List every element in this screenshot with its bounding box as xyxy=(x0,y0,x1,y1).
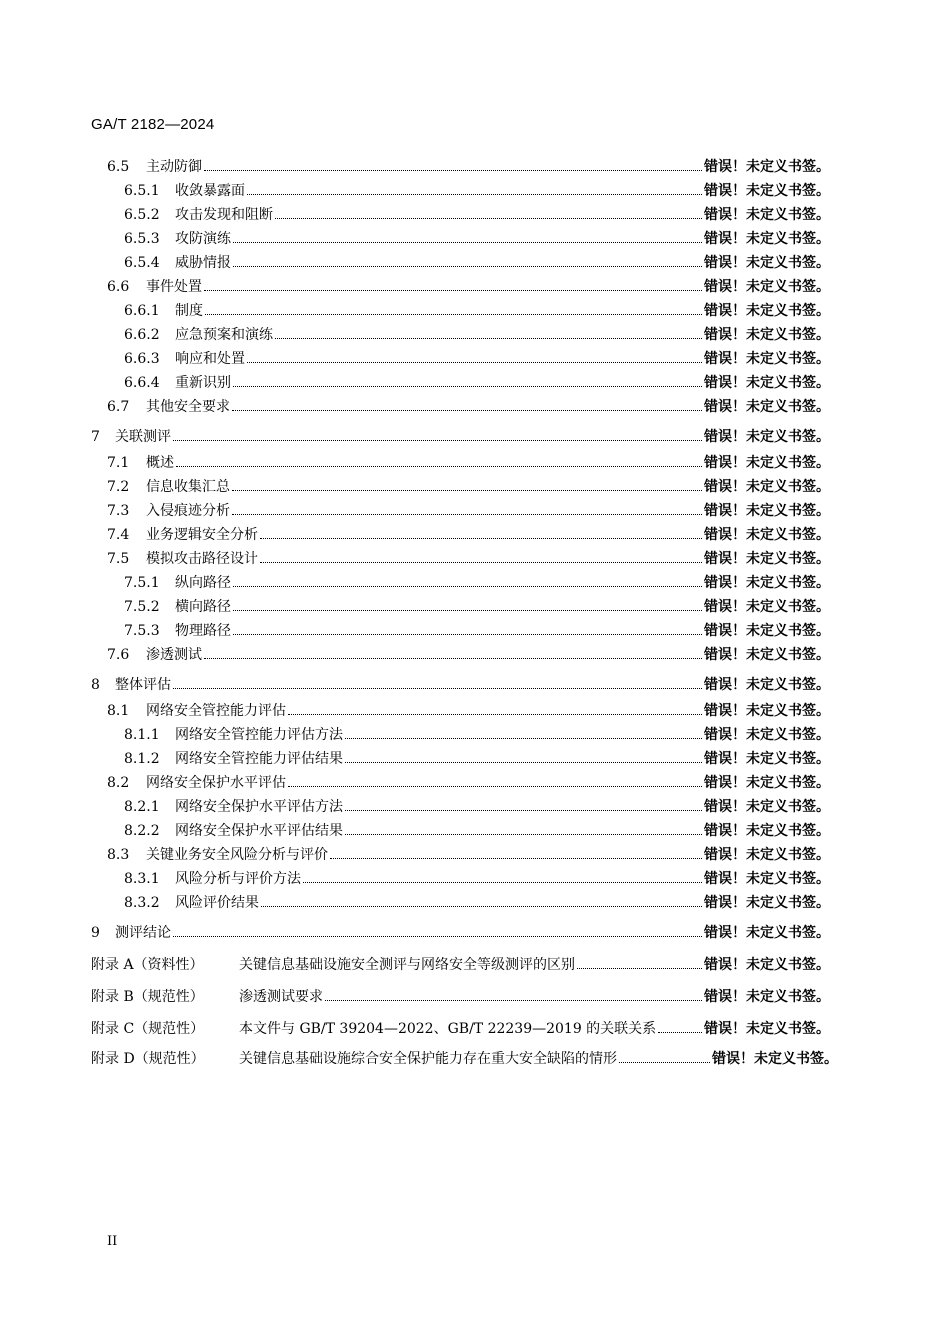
toc-entry[interactable] xyxy=(124,821,830,841)
page-ref-error: 错误！未定义书签。 xyxy=(704,847,830,863)
page-ref-error: 错误！未定义书签。 xyxy=(704,183,830,199)
dot-leader xyxy=(288,773,702,787)
toc-entry-title: 网络安全管控能力评估 xyxy=(146,703,286,719)
dot-leader xyxy=(173,923,702,937)
toc-entry-number: 7.2 xyxy=(107,479,130,495)
page-ref-error: 错误！未定义书签。 xyxy=(704,159,830,175)
toc-entry-title: 收敛暴露面 xyxy=(175,183,245,199)
toc-entry[interactable] xyxy=(107,501,830,521)
toc-appendix-entry[interactable] xyxy=(91,987,830,1007)
toc-entry-number: 7.6 xyxy=(107,647,130,663)
toc-entry[interactable] xyxy=(107,157,830,177)
toc-entry-number: 8.2.2 xyxy=(124,823,160,839)
toc-entry[interactable] xyxy=(107,645,830,665)
toc-entry[interactable] xyxy=(124,573,830,593)
page-ref-error: 错误！未定义书签。 xyxy=(704,871,830,887)
dot-leader xyxy=(345,749,702,763)
toc-entry-title: 响应和处置 xyxy=(175,351,245,367)
toc-entry-number: 8.3 xyxy=(107,847,130,863)
page-ref-error: 错误！未定义书签。 xyxy=(704,957,830,973)
toc-entry[interactable] xyxy=(107,453,830,473)
toc-entry-title: 关键信息基础设施综合安全保护能力存在重大安全缺陷的情形 xyxy=(239,1051,617,1067)
page-ref-error: 错误！未定义书签。 xyxy=(704,751,830,767)
toc-entry-number: 6.6 xyxy=(107,279,130,295)
toc-entry-title: 网络安全保护水平评估结果 xyxy=(175,823,343,839)
toc-entry[interactable] xyxy=(124,597,830,617)
toc-entry-title: 主动防御 xyxy=(146,159,202,175)
page-ref-error: 错误！未定义书签。 xyxy=(704,375,830,391)
dot-leader xyxy=(325,987,702,1001)
toc-entry-number: 8.3.1 xyxy=(124,871,160,887)
toc-entry[interactable] xyxy=(124,181,830,201)
toc-entry-number: 6.5.4 xyxy=(124,255,160,271)
toc-appendix-entry[interactable] xyxy=(91,1019,830,1039)
toc-entry-number: 8.1.1 xyxy=(124,727,160,743)
page-ref-error: 错误！未定义书签。 xyxy=(704,279,830,295)
toc-entry[interactable] xyxy=(107,477,830,497)
toc-entry-number: 8.1 xyxy=(107,703,130,719)
toc-entry[interactable] xyxy=(124,373,830,393)
page-ref-error: 错误！未定义书签。 xyxy=(704,1021,830,1037)
toc-entry-number: 7.5.1 xyxy=(124,575,160,591)
toc-entry-number: 8.2 xyxy=(107,775,130,791)
toc-entry-title: 风险分析与评价方法 xyxy=(175,871,301,887)
toc-entry-number: 7.1 xyxy=(107,455,130,471)
page-ref-error: 错误！未定义书签。 xyxy=(704,503,830,519)
toc-entry[interactable] xyxy=(107,549,830,569)
toc-entry-title: 制度 xyxy=(175,303,203,319)
page-ref-error: 错误！未定义书签。 xyxy=(712,1051,838,1067)
toc-entry[interactable] xyxy=(124,349,830,369)
toc-entry[interactable] xyxy=(91,923,830,943)
toc-entry[interactable] xyxy=(91,675,830,695)
page-number: II xyxy=(107,1234,118,1249)
dot-leader xyxy=(233,573,702,587)
dot-leader xyxy=(233,373,702,387)
toc-entry-number: 6.7 xyxy=(107,399,130,415)
dot-leader xyxy=(233,597,702,611)
page-ref-error: 错误！未定义书签。 xyxy=(704,429,830,445)
toc-entry-title: 业务逻辑安全分析 xyxy=(146,527,258,543)
page-ref-error: 错误！未定义书签。 xyxy=(704,799,830,815)
toc-entry-number: 8.1.2 xyxy=(124,751,160,767)
toc-entry-number: 附录 B（规范性） xyxy=(91,989,204,1005)
toc-entry[interactable] xyxy=(124,325,830,345)
toc-entry[interactable] xyxy=(124,893,830,913)
toc-entry-title: 信息收集汇总 xyxy=(146,479,230,495)
page-ref-error: 错误！未定义书签。 xyxy=(704,727,830,743)
toc-entry-title: 网络安全管控能力评估方法 xyxy=(175,727,343,743)
toc-entry[interactable] xyxy=(124,253,830,273)
toc-entry-number: 6.6.2 xyxy=(124,327,160,343)
page-ref-error: 错误！未定义书签。 xyxy=(704,989,830,1005)
dot-leader xyxy=(232,477,702,491)
page-ref-error: 错误！未定义书签。 xyxy=(704,823,830,839)
dot-leader xyxy=(345,821,702,835)
toc-entry-title: 物理路径 xyxy=(175,623,231,639)
toc-entry-title: 纵向路径 xyxy=(175,575,231,591)
dot-leader xyxy=(288,701,702,715)
toc-entry-title: 网络安全保护水平评估方法 xyxy=(175,799,343,815)
dot-leader xyxy=(260,549,702,563)
dot-leader xyxy=(619,1049,710,1063)
toc-entry-number: 8.2.1 xyxy=(124,799,160,815)
toc-entry-number: 6.5.2 xyxy=(124,207,160,223)
toc-entry[interactable] xyxy=(107,397,830,417)
dot-leader xyxy=(275,325,702,339)
toc-entry-number: 6.5.1 xyxy=(124,183,160,199)
dot-leader xyxy=(232,501,702,515)
page-ref-error: 错误！未定义书签。 xyxy=(704,623,830,639)
toc-entry-title: 事件处置 xyxy=(146,279,202,295)
toc-entry-title: 测评结论 xyxy=(115,925,171,941)
toc-entry-number: 8.3.2 xyxy=(124,895,160,911)
toc-entry-number: 6.5 xyxy=(107,159,130,175)
toc-entry-title: 网络安全保护水平评估 xyxy=(146,775,286,791)
toc-entry-number: 8 xyxy=(91,677,100,693)
dot-leader xyxy=(232,397,702,411)
toc-entry-title: 模拟攻击路径设计 xyxy=(146,551,258,567)
dot-leader xyxy=(173,427,702,441)
dot-leader xyxy=(260,525,702,539)
document-id-header: GA/T 2182—2024 xyxy=(91,116,215,133)
dot-leader xyxy=(204,157,702,171)
dot-leader xyxy=(345,725,702,739)
toc-entry-number: 6.6.1 xyxy=(124,303,160,319)
toc-entry[interactable] xyxy=(107,701,830,721)
toc-entry-title: 攻防演练 xyxy=(175,231,231,247)
page-ref-error: 错误！未定义书签。 xyxy=(704,775,830,791)
toc-entry-number: 附录 A（资料性） xyxy=(91,957,204,973)
toc-entry-title: 本文件与 GB/T 39204—2022、GB/T 22239—2019 的关联关系 xyxy=(239,1021,657,1037)
page-ref-error: 错误！未定义书签。 xyxy=(704,455,830,471)
toc-entry-title: 网络安全管控能力评估结果 xyxy=(175,751,343,767)
page-ref-error: 错误！未定义书签。 xyxy=(704,925,830,941)
toc-entry-title: 其他安全要求 xyxy=(146,399,230,415)
toc-entry[interactable] xyxy=(124,301,830,321)
dot-leader xyxy=(176,453,702,467)
dot-leader xyxy=(204,645,702,659)
toc-entry-title: 整体评估 xyxy=(115,677,171,693)
toc-entry[interactable] xyxy=(124,797,830,817)
toc-entry-number: 7.5.2 xyxy=(124,599,160,615)
toc-entry-number: 7.3 xyxy=(107,503,130,519)
dot-leader xyxy=(275,205,702,219)
toc-entry-number: 6.6.4 xyxy=(124,375,160,391)
toc-entry-title: 风险评价结果 xyxy=(175,895,259,911)
toc-entry-title: 关键业务安全风险分析与评价 xyxy=(146,847,328,863)
toc-entry[interactable] xyxy=(124,229,830,249)
toc-entry[interactable] xyxy=(107,845,830,865)
toc-entry-title: 渗透测试 xyxy=(146,647,202,663)
toc-entry-title: 攻击发现和阻断 xyxy=(175,207,273,223)
toc-entry-number: 7.5 xyxy=(107,551,130,567)
toc-entry-title: 重新识别 xyxy=(175,375,231,391)
toc-entry[interactable] xyxy=(107,525,830,545)
page-ref-error: 错误！未定义书签。 xyxy=(704,575,830,591)
dot-leader xyxy=(173,675,702,689)
dot-leader xyxy=(233,229,702,243)
toc-entry-number: 附录 D（规范性） xyxy=(91,1051,205,1067)
toc-entry-number: 7 xyxy=(91,429,100,445)
toc-entry-title: 概述 xyxy=(146,455,174,471)
page-ref-error: 错误！未定义书签。 xyxy=(704,703,830,719)
dot-leader xyxy=(205,301,702,315)
dot-leader xyxy=(204,277,702,291)
toc-appendix-entry[interactable] xyxy=(91,955,830,975)
toc-entry-title: 威胁情报 xyxy=(175,255,231,271)
toc-entry-number: 7.4 xyxy=(107,527,130,543)
dot-leader xyxy=(233,621,702,635)
dot-leader xyxy=(658,1019,702,1033)
dot-leader xyxy=(261,893,702,907)
page-ref-error: 错误！未定义书签。 xyxy=(704,351,830,367)
dot-leader xyxy=(330,845,702,859)
dot-leader xyxy=(233,253,702,267)
page-ref-error: 错误！未定义书签。 xyxy=(704,255,830,271)
toc-entry[interactable] xyxy=(124,205,830,225)
toc-entry[interactable] xyxy=(91,427,830,447)
page-ref-error: 错误！未定义书签。 xyxy=(704,303,830,319)
toc-entry[interactable] xyxy=(124,621,830,641)
toc-entry-number: 6.5.3 xyxy=(124,231,160,247)
toc-entry-title: 入侵痕迹分析 xyxy=(146,503,230,519)
page-ref-error: 错误！未定义书签。 xyxy=(704,207,830,223)
toc-entry[interactable] xyxy=(124,725,830,745)
page-ref-error: 错误！未定义书签。 xyxy=(704,399,830,415)
toc-entry[interactable] xyxy=(124,749,830,769)
toc-entry[interactable] xyxy=(107,277,830,297)
page-ref-error: 错误！未定义书签。 xyxy=(704,527,830,543)
toc-entry-title: 关键信息基础设施安全测评与网络安全等级测评的区别 xyxy=(239,957,575,973)
page-ref-error: 错误！未定义书签。 xyxy=(704,479,830,495)
page-ref-error: 错误！未定义书签。 xyxy=(704,647,830,663)
page-ref-error: 错误！未定义书签。 xyxy=(704,895,830,911)
toc-entry-title: 关联测评 xyxy=(115,429,171,445)
toc-entry-number: 9 xyxy=(91,925,100,941)
page-ref-error: 错误！未定义书签。 xyxy=(704,551,830,567)
dot-leader xyxy=(247,349,702,363)
page-ref-error: 错误！未定义书签。 xyxy=(704,677,830,693)
toc-appendix-entry[interactable] xyxy=(91,1049,838,1069)
toc-entry-number: 附录 C（规范性） xyxy=(91,1021,205,1037)
page-ref-error: 错误！未定义书签。 xyxy=(704,599,830,615)
dot-leader xyxy=(303,869,702,883)
dot-leader xyxy=(577,955,702,969)
toc-entry-title: 横向路径 xyxy=(175,599,231,615)
page-ref-error: 错误！未定义书签。 xyxy=(704,327,830,343)
dot-leader xyxy=(345,797,702,811)
toc-entry-title: 渗透测试要求 xyxy=(239,989,323,1005)
toc-entry[interactable] xyxy=(107,773,830,793)
toc-entry[interactable] xyxy=(124,869,830,889)
dot-leader xyxy=(247,181,702,195)
toc-entry-number: 7.5.3 xyxy=(124,623,160,639)
toc-entry-number: 6.6.3 xyxy=(124,351,160,367)
toc-entry-title: 应急预案和演练 xyxy=(175,327,273,343)
page-ref-error: 错误！未定义书签。 xyxy=(704,231,830,247)
